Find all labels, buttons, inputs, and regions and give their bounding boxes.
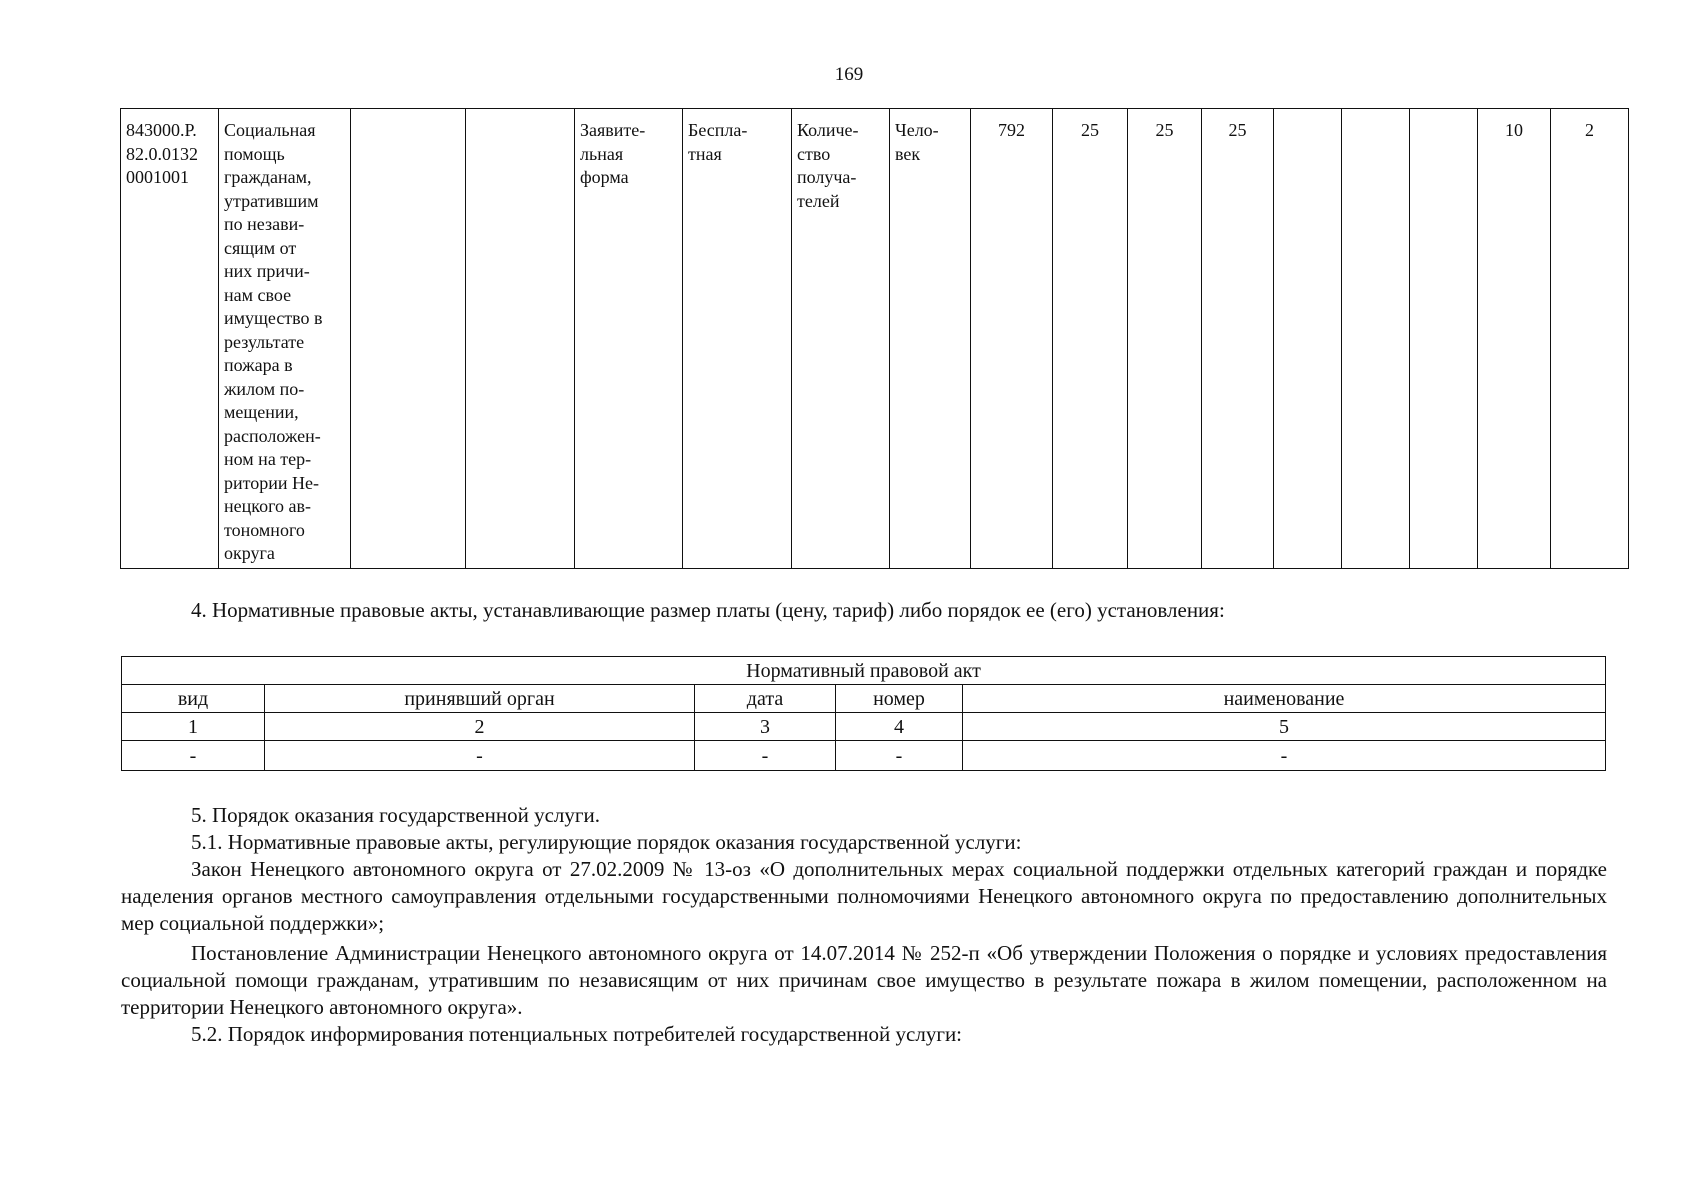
table-header-row	[122, 685, 1606, 713]
cell-deviation: 2	[1551, 109, 1629, 569]
table-row	[122, 741, 1606, 771]
cell-okei-code: 792	[971, 109, 1053, 569]
cell-deviation: 10	[1478, 109, 1551, 569]
section-5	[121, 802, 1607, 1048]
section-5-2-heading: 5.2. Порядок информирования потенциальных потребителей государственной услуги:	[191, 1022, 963, 1046]
cell-unit: Чело- век	[890, 109, 971, 569]
column-header: дата	[695, 685, 836, 713]
cell-form: Заявите- льная форма	[575, 109, 683, 569]
column-number: 3	[695, 713, 836, 741]
table-cell: -	[836, 741, 963, 771]
page-number: 169	[834, 64, 864, 85]
cell-value	[1410, 109, 1478, 569]
table-cell: -	[122, 741, 265, 771]
law-paragraph: Закон Ненецкого автономного округа от 27.02.2009 № 13-оз «О дополнительных мерах социальной поддержки отдельных категорий граждан и порядке наделения органов местного самоуправления отдельными государственными полномочиями Ненецкого автономного округа по предоставлению дополнительных мер социальной поддержки»;	[121, 857, 1607, 935]
column-header: принявший орган	[265, 685, 695, 713]
table-row	[121, 109, 1629, 569]
section-5-1-heading: 5.1. Нормативные правовые акты, регулирующие порядок оказания государственной услуги:	[191, 830, 1022, 854]
cell-value	[1342, 109, 1410, 569]
column-header: наименование	[963, 685, 1606, 713]
cell-service-name: Социальная помощь гражданам, утратившим по незави- сящим от них причи- нам свое имущество в результате пожара в жилом по- мещении, расположен- ном на тер- ритории Не- нецкого ав- тономного округа	[219, 109, 351, 569]
cell-registry-code: 843000.Р. 82.0.0132 0001001	[121, 109, 219, 569]
cell-value: 25	[1202, 109, 1274, 569]
column-number: 1	[122, 713, 265, 741]
cell-indicator: Количе- ство получа- телей	[792, 109, 890, 569]
cell-empty	[466, 109, 575, 569]
column-header: вид	[122, 685, 265, 713]
column-number: 2	[265, 713, 695, 741]
section-5-heading: 5. Порядок оказания государственной услуги.	[191, 803, 600, 827]
resolution-paragraph: Постановление Администрации Ненецкого автономного округа от 14.07.2014 № 252-п «Об утверждении Положения о порядке и условиях предоставления социальной помощи гражданам, утратившим по независящим от них причинам свое имущество в результате пожара в жилом помещении, расположенном на территории Ненецкого автономного округа».	[121, 941, 1607, 1019]
cell-value	[1274, 109, 1342, 569]
column-header: номер	[836, 685, 963, 713]
section-4-heading: 4. Нормативные правовые акты, устанавливающие размер платы (цену, тариф) либо порядок ее (его) установления:	[191, 598, 1225, 622]
table-cell: -	[963, 741, 1606, 771]
table-title: Нормативный правовой акт	[122, 657, 1606, 685]
cell-value: 25	[1128, 109, 1202, 569]
table-cell: -	[695, 741, 836, 771]
cell-payment: Бесплa- тная	[683, 109, 792, 569]
legal-acts-table	[121, 656, 1606, 771]
column-number: 5	[963, 713, 1606, 741]
table-title-row	[122, 657, 1606, 685]
service-indicators-table	[120, 108, 1629, 569]
table-row	[122, 713, 1606, 741]
column-number: 4	[836, 713, 963, 741]
cell-empty	[351, 109, 466, 569]
cell-value: 25	[1053, 109, 1128, 569]
table-cell: -	[265, 741, 695, 771]
